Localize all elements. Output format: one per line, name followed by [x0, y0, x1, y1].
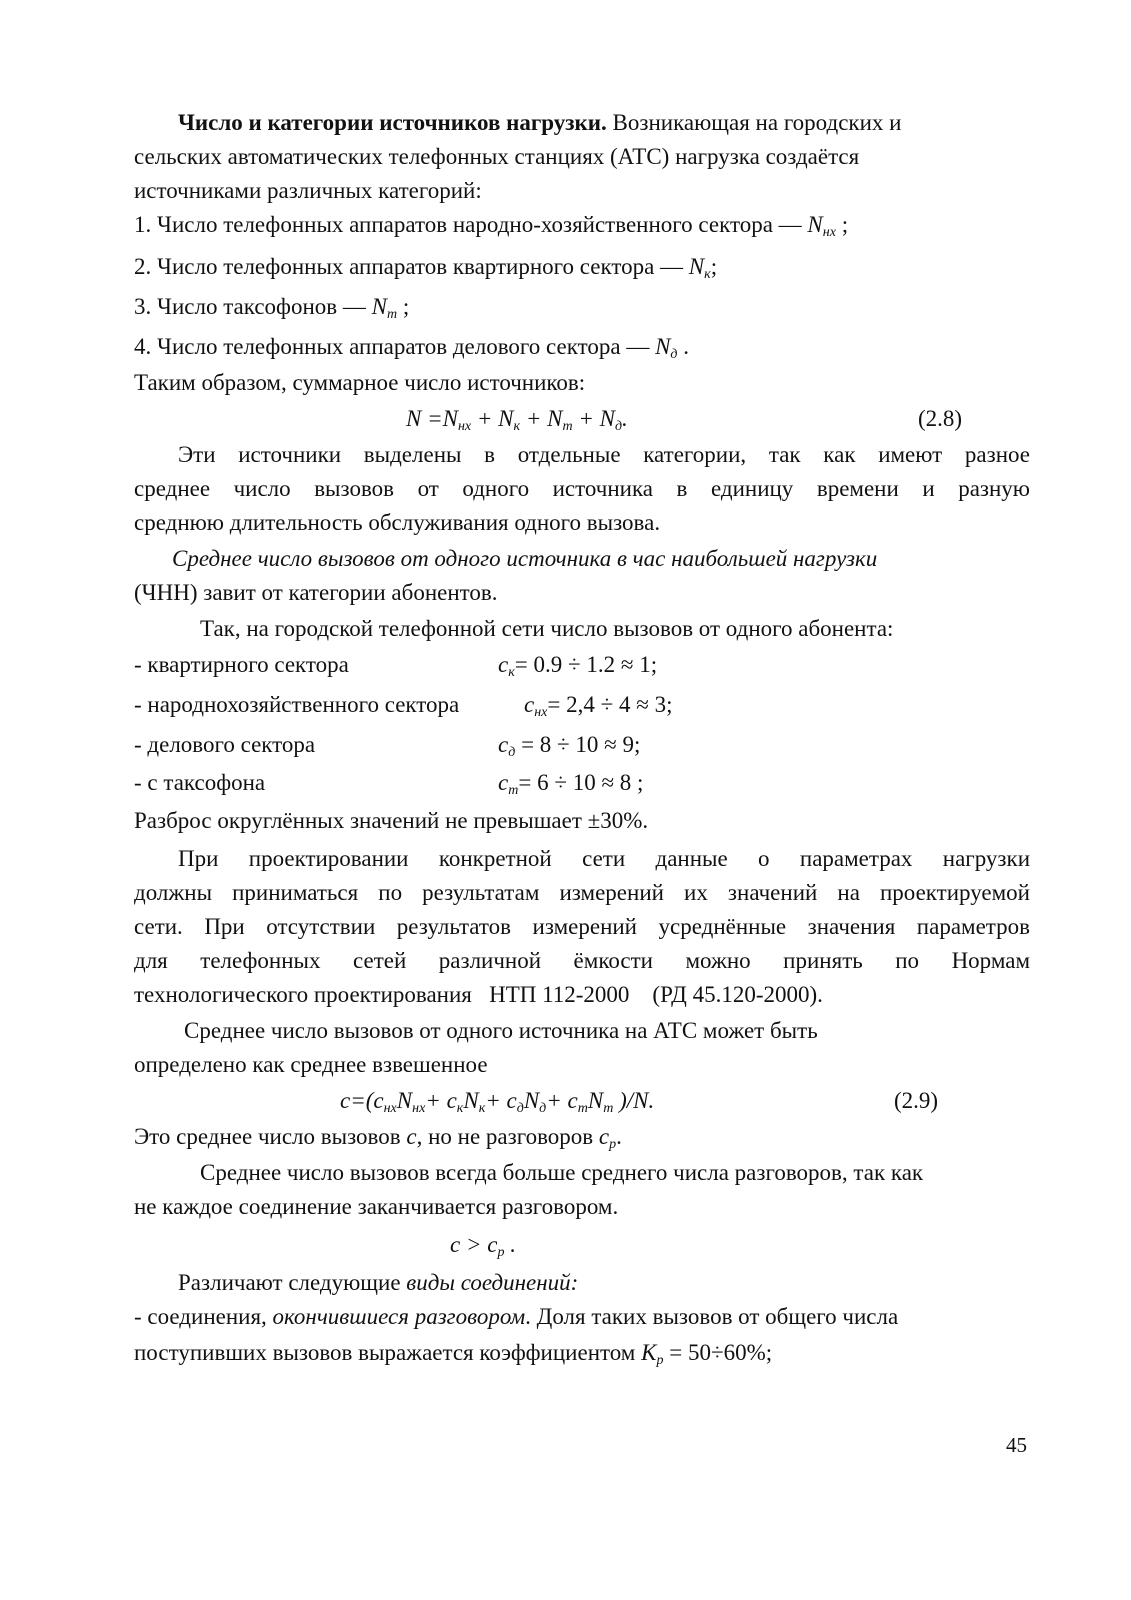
sector-label-3: - делового сектора	[134, 732, 316, 757]
paragraph-6-line-2: не каждое соединение заканчивается разговором.	[134, 1194, 619, 1219]
sector-label-2: - народнохозяйственного сектора	[134, 692, 460, 717]
paragraph-4-line-1: При проектировании конкретной сети данные о параметрах нагрузки	[178, 846, 1030, 871]
paragraph-4-line-2: должны приниматься по результатам измерений их значений на проектируемой	[134, 880, 1030, 905]
paragraph-2-line-3: среднюю длительность обслуживания одного вызова.	[134, 510, 661, 535]
paragraph-5-line-2: определено как среднее взвешенное	[134, 1052, 488, 1077]
sector-value-1: $c_к= 0.9 \div 1.2 \approx 1$;	[498, 652, 658, 680]
section-heading: Число и категории источников нагрузки.	[178, 110, 607, 135]
sector-value-3: $c_д = 8 \div 10 \approx 9$;	[498, 732, 641, 760]
paragraph-2-line-1: Эти источники выделены в отдельные категории, так как имеют разное	[178, 442, 1030, 467]
paragraph-4-line-5: технологического проектирования НТП 112-2000 (РД 45.120-2000).	[134, 982, 823, 1007]
paragraph-6-line-1: Среднее число вызовов всегда больше среднего числа разговоров, так как	[200, 1160, 924, 1185]
sector-label-4: - с таксофона	[134, 770, 266, 795]
spread-line: Разброс округлённых значений не превышает ±30%.	[134, 808, 649, 833]
sector-value-4: $c_т= 6 \div 10 \approx 8$ ;	[498, 770, 644, 798]
equation-number-2-9: (2.9)	[894, 1088, 939, 1113]
inequality: $c > c_р$ .	[450, 1232, 516, 1260]
equation-number-2-8: (2.8)	[918, 406, 963, 431]
paragraph-4-line-4: для телефонных сетей различной ёмкости можно принять по Нормам	[134, 948, 1030, 973]
connection-type-1-line-1: - соединения, окончившиеся разговором. Доля таких вызовов от общего числа	[134, 1304, 899, 1329]
paragraph-1-line-3: источниками различных категорий:	[134, 178, 482, 203]
list-item-4: 4. Число телефонных аппаратов делового сектора — $N_д$ .	[134, 334, 690, 362]
paragraph-3-line-2: (ЧНН) завит от категории абонентов.	[134, 580, 498, 605]
list-item-1: 1. Число телефонных аппаратов народно-хозяйственного сектора — $N_{нх}$ ;	[134, 212, 849, 240]
page-number: 45	[1006, 1433, 1027, 1457]
sum-intro: Таким образом, суммарное число источников:	[134, 370, 586, 395]
sector-value-2: $c_{нх}= 2,4 \div 4 \approx 3$;	[524, 692, 673, 720]
paragraph-1-line-1: Число и категории источников нагрузки. Возникающая на городских и	[178, 110, 902, 135]
paragraph-3-italic: Среднее число вызовов от одного источника в час наибольшей нагрузки	[172, 546, 878, 571]
equation-2-9: $c=(c_{нх}N_{нх}+ c_кN_к+ c_дN_д+ c_тN_т$ )/N.	[340, 1088, 655, 1116]
paragraph-4-line-3: сети. При отсутствии результатов измерений усреднённые значения параметров	[134, 914, 1030, 939]
list-item-3: 3. Число таксофонов — $N_т$ ;	[134, 294, 410, 322]
city-intro: Так, на городской телефонной сети число вызовов от одного абонента:	[200, 616, 894, 641]
paragraph-2-line-2: среднее число вызовов от одного источника в единицу времени и разную	[134, 476, 1030, 501]
connection-type-1-line-2: поступивших вызовов выражается коэффициентом $K_р = 50\div 60\%$;	[134, 1340, 773, 1368]
paragraph-5-line-1: Среднее число вызовов от одного источника на АТС может быть	[184, 1018, 818, 1043]
average-calls-line: Это среднее число вызовов c, но не разговоров $c_р$.	[134, 1124, 622, 1152]
sector-label-1: - квартирного сектора	[134, 652, 349, 677]
equation-2-8: $N =N_{нх} + N_к + N_т + N_д$.	[406, 406, 628, 434]
paragraph-1-line-2: сельских автоматических телефонных станциях (АТС) нагрузка создаётся	[134, 144, 860, 169]
list-item-2: 2. Число телефонных аппаратов квартирного сектора — $N_к$;	[134, 254, 718, 282]
connection-kinds-intro: Различают следующие виды соединений:	[178, 1270, 579, 1295]
